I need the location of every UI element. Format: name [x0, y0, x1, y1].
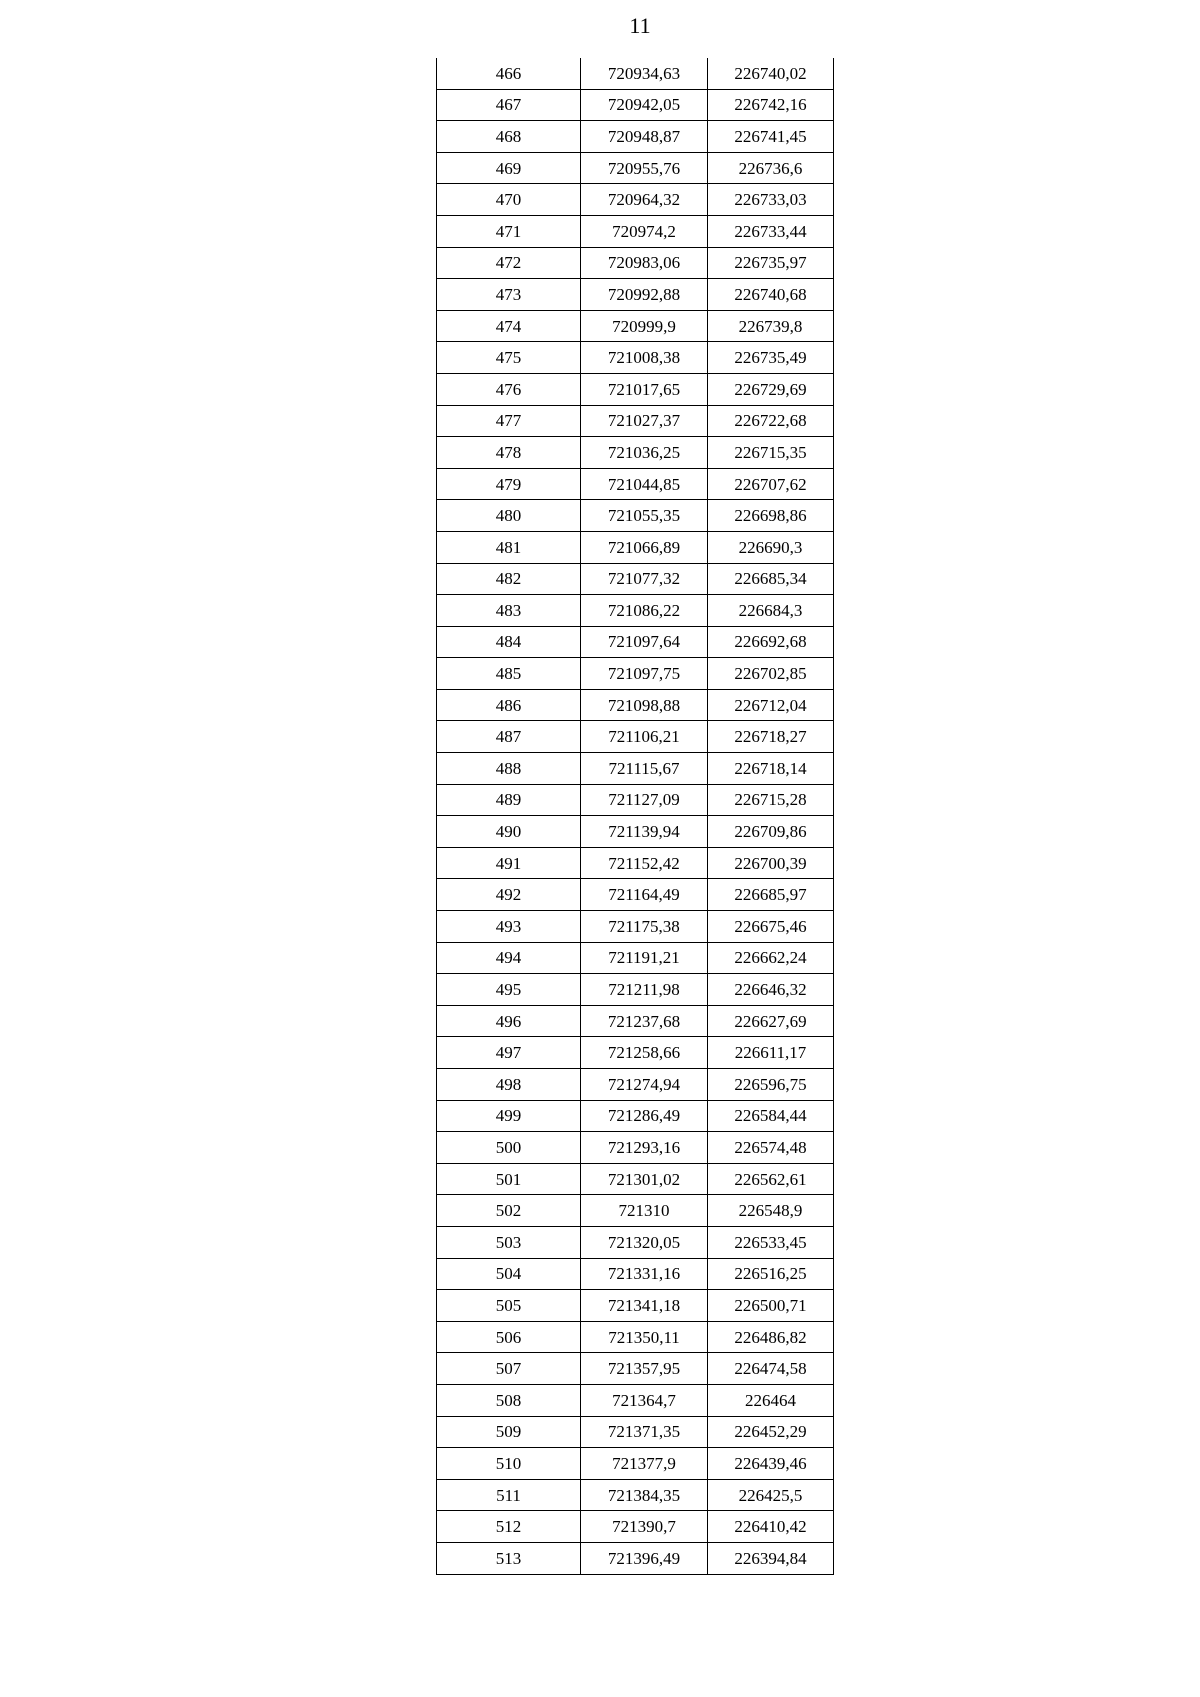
table-row — [437, 816, 834, 848]
x-coordinate-cell: 721152,42 — [581, 847, 708, 879]
point-number-cell: 466 — [437, 58, 581, 89]
table-row — [437, 121, 834, 153]
table-row — [437, 531, 834, 563]
point-number-cell: 502 — [437, 1195, 581, 1227]
point-number-cell: 487 — [437, 721, 581, 753]
table-row — [437, 1005, 834, 1037]
x-coordinate-cell: 720974,2 — [581, 215, 708, 247]
x-coordinate-cell: 720983,06 — [581, 247, 708, 279]
x-coordinate-cell: 721008,38 — [581, 342, 708, 374]
table-row — [437, 974, 834, 1006]
y-coordinate-cell: 226702,85 — [708, 658, 834, 690]
x-coordinate-cell: 721127,09 — [581, 784, 708, 816]
y-coordinate-cell: 226718,27 — [708, 721, 834, 753]
x-coordinate-cell: 721097,64 — [581, 626, 708, 658]
x-coordinate-cell: 721017,65 — [581, 373, 708, 405]
x-coordinate-cell: 720955,76 — [581, 152, 708, 184]
point-number-cell: 491 — [437, 847, 581, 879]
table-row — [437, 1416, 834, 1448]
x-coordinate-cell: 721077,32 — [581, 563, 708, 595]
x-coordinate-cell: 721106,21 — [581, 721, 708, 753]
table-row — [437, 215, 834, 247]
x-coordinate-cell: 721115,67 — [581, 753, 708, 785]
table-row — [437, 342, 834, 374]
y-coordinate-cell: 226735,97 — [708, 247, 834, 279]
point-number-cell: 476 — [437, 373, 581, 405]
x-coordinate-cell: 721310 — [581, 1195, 708, 1227]
point-number-cell: 492 — [437, 879, 581, 911]
x-coordinate-cell: 721350,11 — [581, 1321, 708, 1353]
point-number-cell: 489 — [437, 784, 581, 816]
point-number-cell: 498 — [437, 1069, 581, 1101]
y-coordinate-cell: 226394,84 — [708, 1542, 834, 1574]
point-number-cell: 494 — [437, 942, 581, 974]
y-coordinate-cell: 226596,75 — [708, 1069, 834, 1101]
table-row — [437, 1384, 834, 1416]
point-number-cell: 505 — [437, 1290, 581, 1322]
x-coordinate-cell: 721371,35 — [581, 1416, 708, 1448]
x-coordinate-cell: 721066,89 — [581, 531, 708, 563]
y-coordinate-cell: 226486,82 — [708, 1321, 834, 1353]
table-row — [437, 942, 834, 974]
point-number-cell: 485 — [437, 658, 581, 690]
table-row — [437, 152, 834, 184]
point-number-cell: 499 — [437, 1100, 581, 1132]
x-coordinate-cell: 721027,37 — [581, 405, 708, 437]
point-number-cell: 484 — [437, 626, 581, 658]
y-coordinate-cell: 226574,48 — [708, 1132, 834, 1164]
x-coordinate-cell: 720948,87 — [581, 121, 708, 153]
y-coordinate-cell: 226740,68 — [708, 279, 834, 311]
x-coordinate-cell: 721097,75 — [581, 658, 708, 690]
table-row — [437, 1321, 834, 1353]
point-number-cell: 471 — [437, 215, 581, 247]
y-coordinate-cell: 226690,3 — [708, 531, 834, 563]
y-coordinate-cell: 226733,03 — [708, 184, 834, 216]
table-row — [437, 184, 834, 216]
page-number: 11 — [629, 13, 651, 38]
point-number-cell: 501 — [437, 1163, 581, 1195]
y-coordinate-cell: 226516,25 — [708, 1258, 834, 1290]
x-coordinate-cell: 720992,88 — [581, 279, 708, 311]
table-row — [437, 89, 834, 121]
table-row — [437, 1448, 834, 1480]
point-number-cell: 474 — [437, 310, 581, 342]
point-number-cell: 483 — [437, 595, 581, 627]
x-coordinate-cell: 721098,88 — [581, 689, 708, 721]
y-coordinate-cell: 226692,68 — [708, 626, 834, 658]
table-row — [437, 1290, 834, 1322]
point-number-cell: 490 — [437, 816, 581, 848]
table-row — [437, 1100, 834, 1132]
point-number-cell: 495 — [437, 974, 581, 1006]
x-coordinate-cell: 721044,85 — [581, 468, 708, 500]
point-number-cell: 496 — [437, 1005, 581, 1037]
y-coordinate-cell: 226736,6 — [708, 152, 834, 184]
y-coordinate-cell: 226533,45 — [708, 1226, 834, 1258]
table-row — [437, 405, 834, 437]
y-coordinate-cell: 226742,16 — [708, 89, 834, 121]
y-coordinate-cell: 226715,35 — [708, 437, 834, 469]
table-row — [437, 1511, 834, 1543]
x-coordinate-cell: 721175,38 — [581, 911, 708, 943]
y-coordinate-cell: 226729,69 — [708, 373, 834, 405]
y-coordinate-cell: 226584,44 — [708, 1100, 834, 1132]
table-row — [437, 373, 834, 405]
point-number-cell: 506 — [437, 1321, 581, 1353]
y-coordinate-cell: 226712,04 — [708, 689, 834, 721]
table-row — [437, 1069, 834, 1101]
point-number-cell: 481 — [437, 531, 581, 563]
point-number-cell: 470 — [437, 184, 581, 216]
point-number-cell: 468 — [437, 121, 581, 153]
x-coordinate-cell: 721139,94 — [581, 816, 708, 848]
point-number-cell: 472 — [437, 247, 581, 279]
x-coordinate-cell: 721357,95 — [581, 1353, 708, 1385]
y-coordinate-cell: 226741,45 — [708, 121, 834, 153]
table-row — [437, 1479, 834, 1511]
y-coordinate-cell: 226627,69 — [708, 1005, 834, 1037]
table-row — [437, 689, 834, 721]
point-number-cell: 500 — [437, 1132, 581, 1164]
y-coordinate-cell: 226464 — [708, 1384, 834, 1416]
point-number-cell: 509 — [437, 1416, 581, 1448]
x-coordinate-cell: 720964,32 — [581, 184, 708, 216]
y-coordinate-cell: 226675,46 — [708, 911, 834, 943]
x-coordinate-cell: 721293,16 — [581, 1132, 708, 1164]
y-coordinate-cell: 226715,28 — [708, 784, 834, 816]
point-number-cell: 475 — [437, 342, 581, 374]
y-coordinate-cell: 226709,86 — [708, 816, 834, 848]
table-row — [437, 911, 834, 943]
y-coordinate-cell: 226611,17 — [708, 1037, 834, 1069]
x-coordinate-cell: 721274,94 — [581, 1069, 708, 1101]
x-coordinate-cell: 721086,22 — [581, 595, 708, 627]
point-number-cell: 511 — [437, 1479, 581, 1511]
x-coordinate-cell: 721237,68 — [581, 1005, 708, 1037]
y-coordinate-cell: 226439,46 — [708, 1448, 834, 1480]
x-coordinate-cell: 721364,7 — [581, 1384, 708, 1416]
point-number-cell: 488 — [437, 753, 581, 785]
point-number-cell: 504 — [437, 1258, 581, 1290]
point-number-cell: 482 — [437, 563, 581, 595]
y-coordinate-cell: 226685,34 — [708, 563, 834, 595]
x-coordinate-cell: 721396,49 — [581, 1542, 708, 1574]
y-coordinate-cell: 226548,9 — [708, 1195, 834, 1227]
y-coordinate-cell: 226685,97 — [708, 879, 834, 911]
x-coordinate-cell: 721191,21 — [581, 942, 708, 974]
y-coordinate-cell: 226452,29 — [708, 1416, 834, 1448]
table-row — [437, 626, 834, 658]
y-coordinate-cell: 226735,49 — [708, 342, 834, 374]
x-coordinate-cell: 721258,66 — [581, 1037, 708, 1069]
point-number-cell: 508 — [437, 1384, 581, 1416]
x-coordinate-cell: 721286,49 — [581, 1100, 708, 1132]
table-row — [437, 1353, 834, 1385]
point-number-cell: 479 — [437, 468, 581, 500]
coordinates-table — [436, 58, 834, 1575]
x-coordinate-cell: 721036,25 — [581, 437, 708, 469]
y-coordinate-cell: 226425,5 — [708, 1479, 834, 1511]
x-coordinate-cell: 720942,05 — [581, 89, 708, 121]
table-row — [437, 784, 834, 816]
table-row — [437, 279, 834, 311]
x-coordinate-cell: 721211,98 — [581, 974, 708, 1006]
x-coordinate-cell: 721301,02 — [581, 1163, 708, 1195]
point-number-cell: 503 — [437, 1226, 581, 1258]
table-row — [437, 468, 834, 500]
x-coordinate-cell: 721331,16 — [581, 1258, 708, 1290]
x-coordinate-cell: 721164,49 — [581, 879, 708, 911]
point-number-cell: 513 — [437, 1542, 581, 1574]
table-row — [437, 563, 834, 595]
table-row — [437, 1226, 834, 1258]
x-coordinate-cell: 721055,35 — [581, 500, 708, 532]
table-row — [437, 1258, 834, 1290]
table-row — [437, 310, 834, 342]
y-coordinate-cell: 226698,86 — [708, 500, 834, 532]
point-number-cell: 467 — [437, 89, 581, 121]
table-row — [437, 595, 834, 627]
y-coordinate-cell: 226707,62 — [708, 468, 834, 500]
y-coordinate-cell: 226474,58 — [708, 1353, 834, 1385]
x-coordinate-cell: 721390,7 — [581, 1511, 708, 1543]
y-coordinate-cell: 226662,24 — [708, 942, 834, 974]
table-row — [437, 1542, 834, 1574]
y-coordinate-cell: 226739,8 — [708, 310, 834, 342]
y-coordinate-cell: 226722,68 — [708, 405, 834, 437]
x-coordinate-cell: 720999,9 — [581, 310, 708, 342]
table-row — [437, 658, 834, 690]
table-row — [437, 247, 834, 279]
y-coordinate-cell: 226700,39 — [708, 847, 834, 879]
point-number-cell: 469 — [437, 152, 581, 184]
point-number-cell: 507 — [437, 1353, 581, 1385]
y-coordinate-cell: 226684,3 — [708, 595, 834, 627]
y-coordinate-cell: 226500,71 — [708, 1290, 834, 1322]
y-coordinate-cell: 226718,14 — [708, 753, 834, 785]
point-number-cell: 493 — [437, 911, 581, 943]
y-coordinate-cell: 226410,42 — [708, 1511, 834, 1543]
point-number-cell: 510 — [437, 1448, 581, 1480]
point-number-cell: 477 — [437, 405, 581, 437]
point-number-cell: 512 — [437, 1511, 581, 1543]
table-row — [437, 1037, 834, 1069]
x-coordinate-cell: 721377,9 — [581, 1448, 708, 1480]
table-row — [437, 500, 834, 532]
point-number-cell: 497 — [437, 1037, 581, 1069]
x-coordinate-cell: 721384,35 — [581, 1479, 708, 1511]
point-number-cell: 480 — [437, 500, 581, 532]
table-row — [437, 753, 834, 785]
table-row — [437, 721, 834, 753]
x-coordinate-cell: 721341,18 — [581, 1290, 708, 1322]
x-coordinate-cell: 721320,05 — [581, 1226, 708, 1258]
table-row — [437, 847, 834, 879]
y-coordinate-cell: 226733,44 — [708, 215, 834, 247]
y-coordinate-cell: 226562,61 — [708, 1163, 834, 1195]
coordinates-table-body — [437, 58, 834, 1574]
point-number-cell: 473 — [437, 279, 581, 311]
y-coordinate-cell: 226646,32 — [708, 974, 834, 1006]
table-row — [437, 1195, 834, 1227]
y-coordinate-cell: 226740,02 — [708, 58, 834, 89]
table-row — [437, 1132, 834, 1164]
table-row — [437, 58, 834, 89]
point-number-cell: 486 — [437, 689, 581, 721]
x-coordinate-cell: 720934,63 — [581, 58, 708, 89]
table-row — [437, 879, 834, 911]
point-number-cell: 478 — [437, 437, 581, 469]
table-row — [437, 1163, 834, 1195]
table-row — [437, 437, 834, 469]
